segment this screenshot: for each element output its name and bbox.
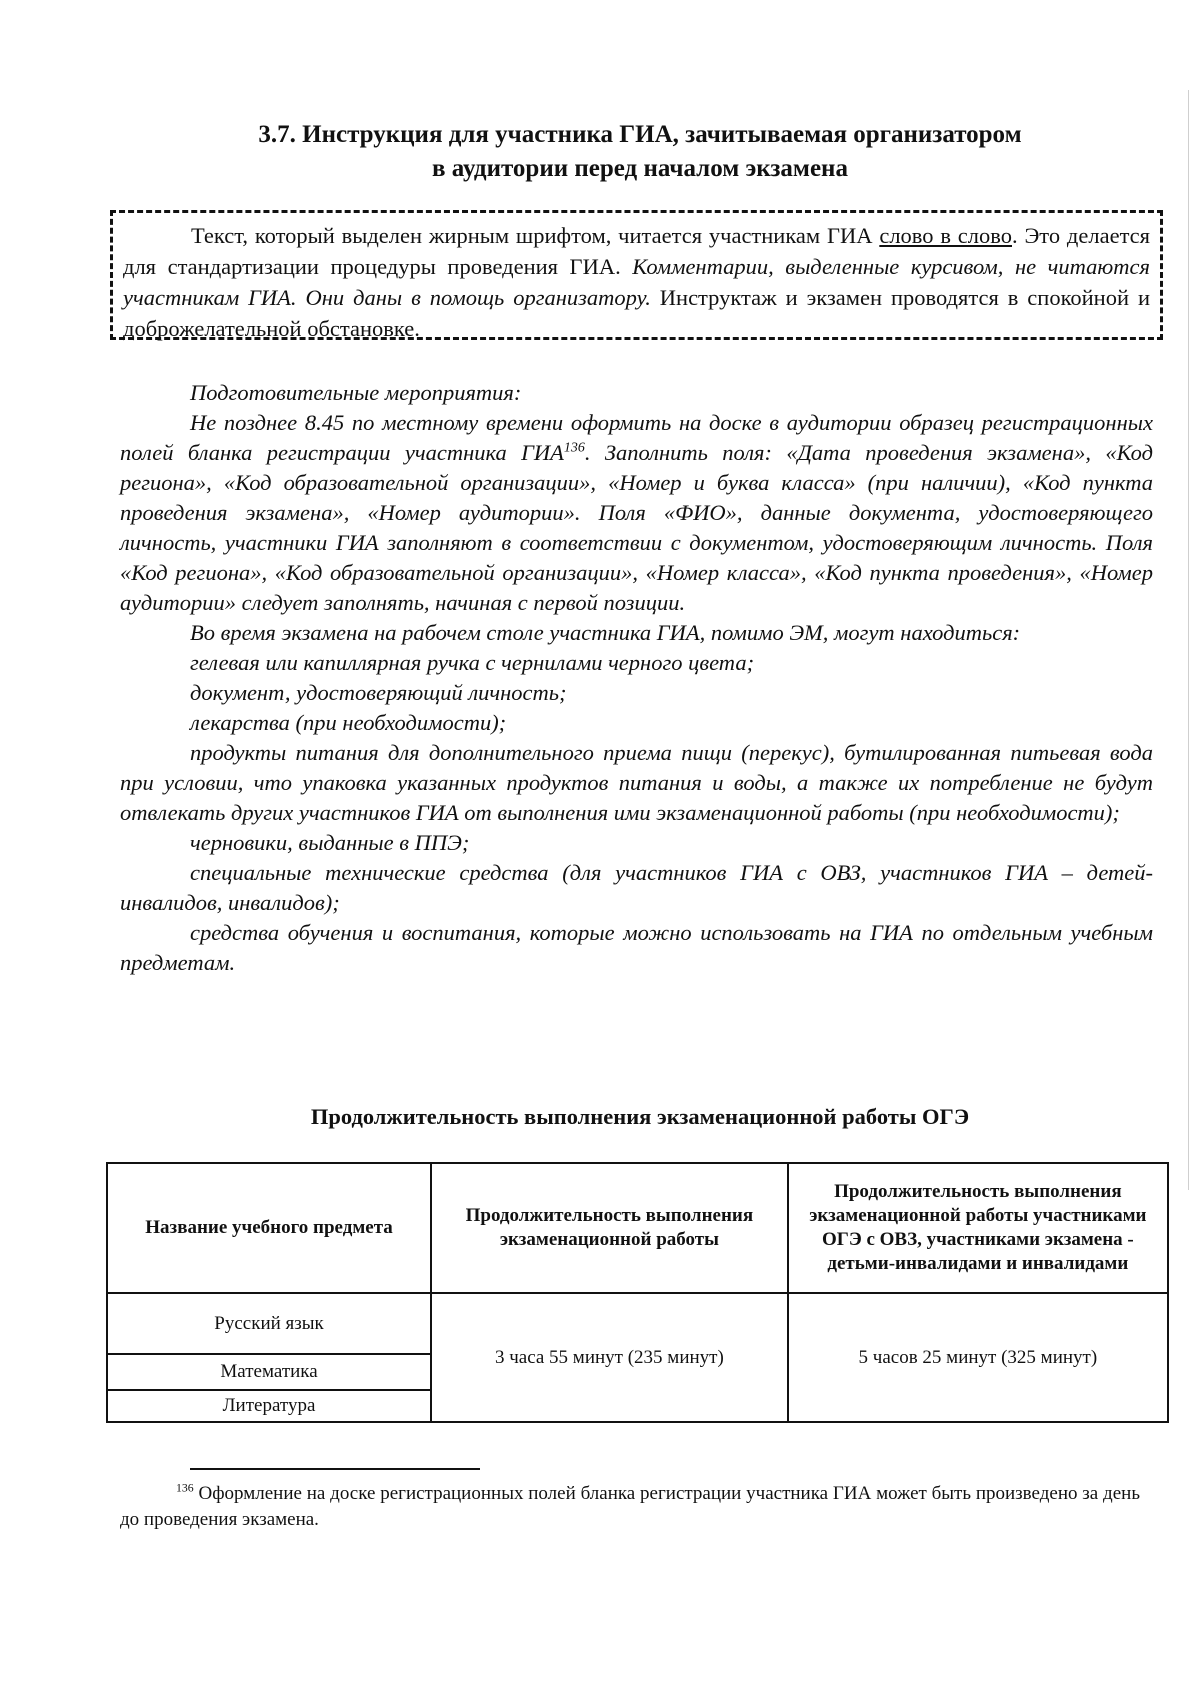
allowed-item: документ, удостоверяющий личность; (190, 680, 567, 705)
notice-underlined-text: слово в слово (879, 223, 1012, 248)
table-header-row (107, 1163, 1168, 1293)
header-duration-ovz: Продолжительность выполнения экзаменационной работы участниками ОГЭ с ОВЗ, участниками экзамена - детьми-инвалидами и инвалидами (788, 1163, 1168, 1293)
preparation-paragraph-1 (120, 408, 1153, 618)
footnote-number: 136 (176, 1481, 194, 1495)
duration-ovz-cell: 5 часов 25 минут (325 минут) (788, 1293, 1168, 1422)
subject-cell: Математика (107, 1354, 431, 1390)
table-title: Продолжительность выполнения экзаменационной работы ОГЭ (310, 1104, 970, 1129)
allowed-item: лекарства (при необходимости); (190, 710, 507, 735)
allowed-item: гелевая или капиллярная ручка с чернилами черного цвета; (190, 650, 755, 675)
notice-italic-text: Комментарии, выделенные курсивом, не читаются участникам ГИА. Они даны в помощь организатору. (123, 254, 1150, 310)
preparation-heading: Подготовительные мероприятия: (190, 380, 522, 405)
subject-cell: Русский язык (107, 1293, 431, 1354)
header-subject: Название учебного предмета (107, 1163, 431, 1293)
notice-text-1: Текст, который выделен жирным шрифтом, читается участникам ГИА (191, 223, 880, 248)
duration-cell: 3 часа 55 минут (235 минут) (431, 1293, 788, 1422)
reading-rules-text (123, 220, 1150, 344)
allowed-items-intro: Во время экзамена на рабочем столе участника ГИА, помимо ЭМ, могут находиться: (190, 620, 1021, 645)
exam-duration-table (106, 1162, 1169, 1423)
section-title (120, 118, 1160, 186)
notice-text-3: Инструктаж и экзамен проводятся в спокойной и доброжелательной обстановке. (123, 285, 1150, 341)
footnote-separator (190, 1468, 480, 1470)
notice-text-2: . Это делается для стандартизации процедуры проведения ГИА. (123, 223, 1151, 279)
section-title-line-2: в аудитории перед началом экзамена (432, 155, 848, 182)
footnote-body: Оформление на доске регистрационных полей бланка регистрации участника ГИА может быть произведено за день до проведения экзамена. (120, 1483, 1140, 1530)
preparation-text-b: . Заполнить поля: «Дата проведения экзамена», «Код региона», «Код образовательной организации», «Номер и буква класса» (при наличии), «Код пункта проведения экзамена», «Номер аудитории». Поля «ФИО», данные документа, удостоверяющего личность, участники ГИА заполняют в соответствии с документом, удостоверяющим личность. Поля «Код региона», «Код образовательной организации», «Номер класса», «Код пункта проведения», «Номер аудитории» следует заполнять, начиная с первой позиции. (120, 440, 1153, 615)
allowed-item: средства обучения и воспитания, которые можно использовать на ГИА по отдельным учебным предметам. (120, 920, 1153, 975)
footnote-text (120, 1481, 1140, 1533)
allowed-item: черновики, выданные в ППЭ; (190, 830, 470, 855)
reading-rules-box (110, 210, 1163, 340)
header-duration: Продолжительность выполнения экзаменационной работы (431, 1163, 788, 1293)
preparation-section (120, 378, 1153, 978)
scan-edge-line (1188, 90, 1189, 1190)
table-row (107, 1293, 1168, 1354)
preparation-text-a: Не позднее 8.45 по местному времени оформить на доске в аудитории образец регистрационных полей бланка регистрации участника ГИА (120, 410, 1153, 465)
footnote-reference: 136 (563, 440, 585, 456)
subject-cell: Литература (107, 1390, 431, 1422)
section-title-line-1: 3.7. Инструкция для участника ГИА, зачитываемая организатором (258, 121, 1022, 148)
footnote (120, 1481, 1140, 1533)
allowed-item: специальные технические средства (для участников ГИА с ОВЗ, участников ГИА – детей-инвалидов, инвалидов); (120, 860, 1153, 915)
allowed-item: продукты питания для дополнительного приема пищи (перекус), бутилированная питьевая вода при условии, что упаковка указанных продуктов питания и воды, а также их потребление не будут отвлекать других участников ГИА от выполнения ими экзаменационной работы (при необходимости); (120, 740, 1153, 825)
